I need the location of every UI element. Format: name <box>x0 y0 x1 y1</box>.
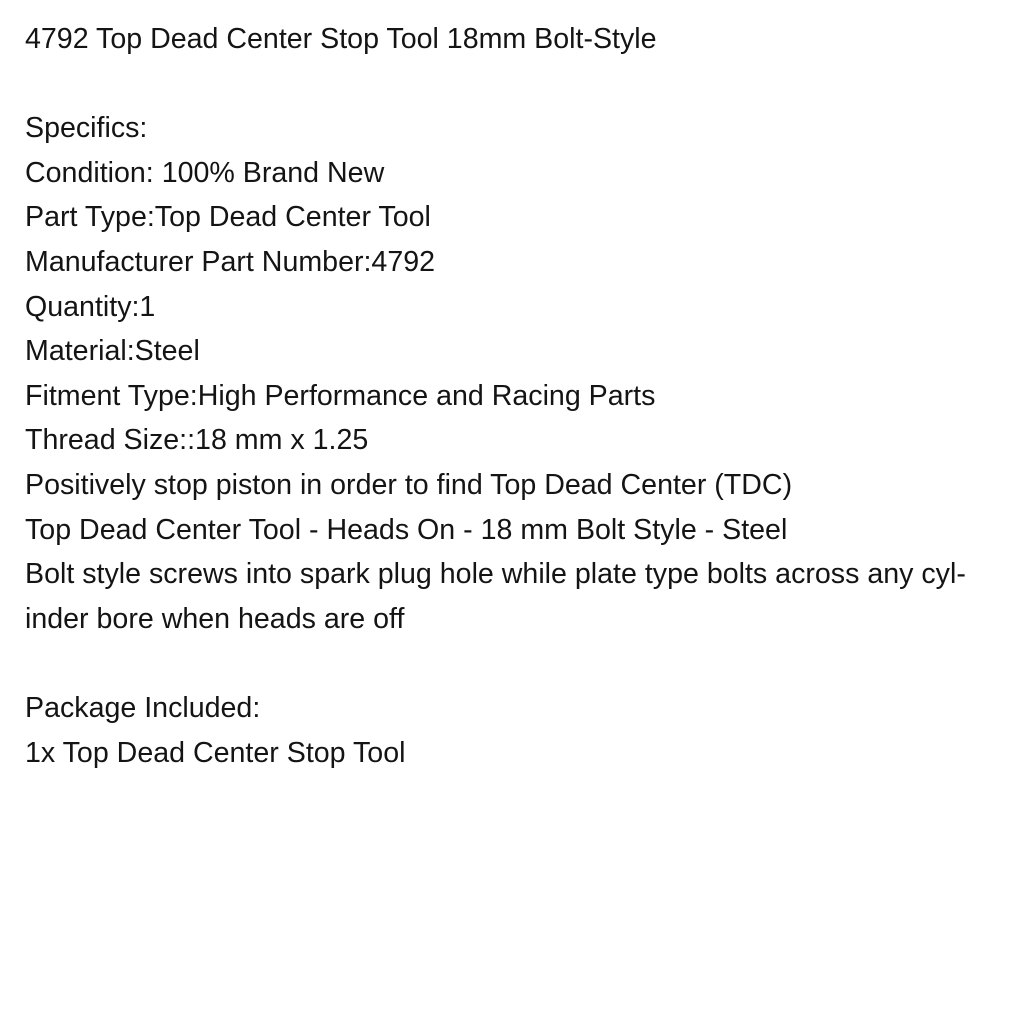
feature-tdc-purpose: Positively stop piston in order to find Top Dead Center (TDC) <box>25 468 793 501</box>
package-included-heading: Package Included: <box>25 691 261 724</box>
blank-line <box>25 62 1024 107</box>
spec-fitment-type: Fitment Type:High Performance and Racing Parts <box>25 379 656 412</box>
package-item: 1x Top Dead Center Stop Tool <box>25 736 406 769</box>
spec-thread-size: Thread Size::18 mm x 1.25 <box>25 424 369 457</box>
spec-material: Material:Steel <box>25 335 200 368</box>
blank-line <box>25 641 1024 686</box>
feature-bolt-style-wrap-line-1: Bolt style screws into spark plug hole while plate type bolts across any cyl- <box>25 558 966 591</box>
spec-manufacturer-part-number: Manufacturer Part Number:4792 <box>25 245 436 278</box>
specifics-heading: Specifics: <box>25 112 148 145</box>
spec-quantity: Quantity:1 <box>25 290 156 323</box>
spec-part-type: Part Type:Top Dead Center Tool <box>25 201 431 234</box>
product-title: 4792 Top Dead Center Stop Tool 18mm Bolt-Style <box>25 23 657 55</box>
product-description-page <box>25 17 1024 775</box>
feature-heads-on-bolt-style: Top Dead Center Tool - Heads On - 18 mm Bolt Style - Steel <box>25 513 788 546</box>
feature-bolt-style-wrap-line-2: inder bore when heads are off <box>25 602 405 635</box>
spec-condition: Condition: 100% Brand New <box>25 156 385 189</box>
